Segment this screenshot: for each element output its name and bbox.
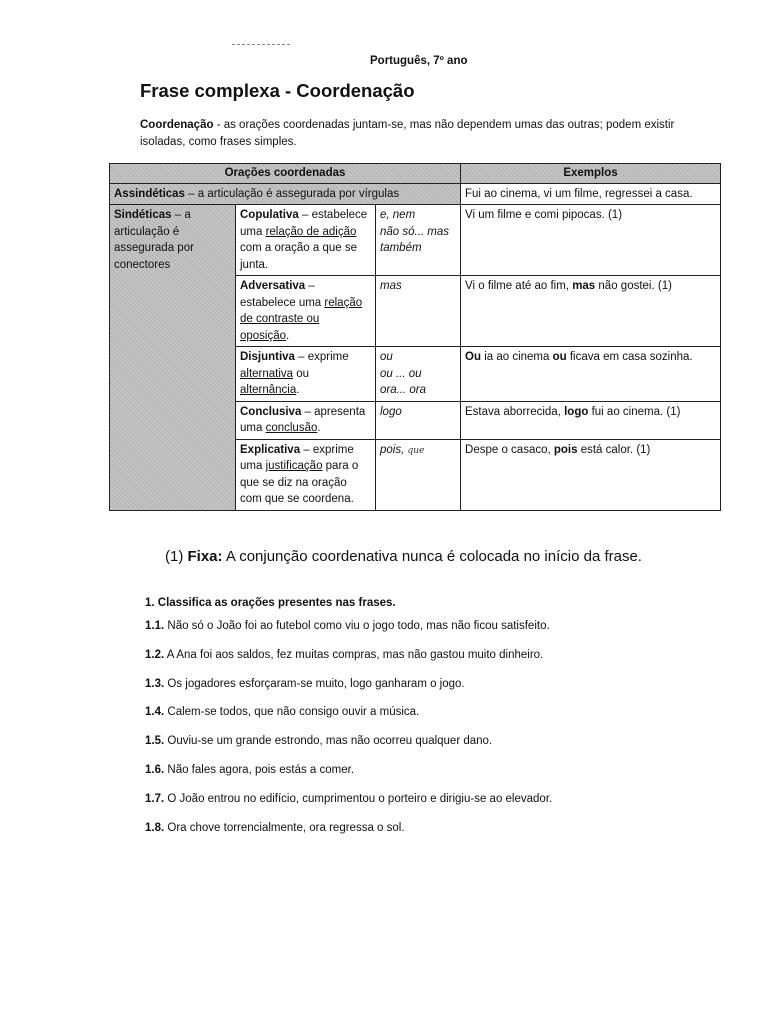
assindeticas-example: Fui ao cinema, vi um filme, regressei a casa. [461,183,721,205]
example-cell: Vi um filme e comi pipocas. (1) [461,205,721,276]
list-item [145,705,745,734]
sindeticas-term: Sindéticas [114,209,172,221]
assindeticas-term: Assindéticas [114,187,185,200]
example-cell [461,439,721,510]
example-text: ia ao cinema [481,351,553,363]
list-item [145,792,745,821]
page-title: Frase complexa - Coordenação [140,80,415,101]
connectors-text: pois, [380,443,405,456]
example-connector: pois [553,443,578,456]
type-desc-underlined: alternância [240,384,297,396]
item-number: 1.6. [145,763,165,776]
item-text: O João entrou no edifício, cumprimentou o porteiro e dirigiu-se ao elevador. [164,792,553,805]
example-connector: mas [572,280,596,292]
type-desc-underlined: relação de adição [265,225,357,238]
example-text: não gostei. (1) [595,280,672,292]
sindeticas-desc: – a articulação é assegurada por conectores [114,209,194,271]
item-number: 1.3. [145,677,165,690]
type-cell [236,205,376,276]
type-desc: . [296,384,300,396]
connectors-cell: mas [376,276,461,347]
table-row [110,205,721,276]
item-text: Calem-se todos, que não consigo ouvir a música. [164,706,420,719]
type-cell [236,276,376,347]
type-desc: – apresenta uma [240,405,366,434]
item-text: Não fales agora, pois estás a comer. [164,763,355,776]
type-desc-underlined: relação de contraste ou oposição [240,296,363,342]
type-desc: – exprime uma [240,443,354,472]
type-name: Copulativa [240,209,299,221]
intro-term: Coordenação [140,119,214,131]
coordination-table [109,163,721,511]
list-item [145,734,745,763]
example-connector: ou [552,351,567,363]
type-cell [236,347,376,402]
example-connector: logo [564,405,589,418]
list-item [145,619,745,648]
example-cell [461,401,721,439]
assindeticas-cell [110,183,461,205]
type-desc: – estabelece uma [240,209,368,238]
list-item [145,763,745,792]
type-name: Disjuntiva [240,351,295,363]
sindeticas-cell [110,205,236,511]
list-item [145,821,745,850]
connectors-cell [376,439,461,510]
type-desc: . [286,329,290,342]
type-desc: com a oração a que se junta. [240,242,357,271]
example-cell [461,276,721,347]
item-text: Ora chove torrencialmente, ora regressa o sol. [164,821,405,834]
type-desc-underlined: conclusão [265,422,318,434]
header-exemplos: Exemplos [461,164,721,184]
note-text: A conjunção coordenativa nunca é colocada no início da frase. [222,548,642,565]
example-text: Vi o filme até ao fim, [465,280,573,292]
assindeticas-desc: – a articulação é assegurada por vírgulas [184,187,400,200]
exercise-section [145,597,745,849]
item-text: Não só o João foi ao futebol como viu o jogo todo, mas não ficou satisfeito. [164,620,550,632]
connectors-cell: logo [376,401,461,439]
item-text: Os jogadores esforçaram-se muito, logo ganharam o jogo. [164,677,465,690]
header-oracoes: Orações coordenadas [110,164,461,184]
table-row-assindeticas [110,183,721,205]
type-desc-underlined: alternativa [240,367,294,380]
course-header: Português, 7º ano [370,55,468,67]
type-name: Conclusiva [240,405,302,418]
table-header-row [110,164,721,184]
item-number: 1.8. [145,821,165,834]
item-number: 1.5. [145,735,165,748]
type-name: Adversativa [240,280,306,292]
item-text: A Ana foi aos saldos, fez muitas compras, mas não gastou muito dinheiro. [164,648,544,661]
type-name: Explicativa [240,443,301,456]
connectors-cell: ou ou ... ou ora... ora [376,347,461,402]
example-text: está calor. (1) [577,443,651,456]
item-number: 1.1. [145,620,165,632]
intro-paragraph [140,117,720,151]
type-desc: . [317,422,321,434]
type-desc: – estabelece uma [240,280,325,309]
example-text: Estava aborrecida, [465,405,565,418]
list-item [145,648,745,677]
note-marker: (1) [165,548,188,565]
item-number: 1.7. [145,792,165,805]
example-cell [461,347,721,402]
type-cell [236,401,376,439]
item-number: 1.2. [145,648,165,661]
handwritten-connector: que [407,445,425,456]
connectors-cell: e, nem não só... mas também [376,205,461,276]
example-text: ficava em casa sozinha. [566,351,693,363]
note-label: Fixa: [187,548,223,565]
example-connector: Ou [465,351,481,363]
exercise-title: 1. Classifica as orações presentes nas frases. [145,597,396,609]
item-text: Ouviu-se um grande estrondo, mas não ocorreu qualquer dano. [164,735,493,748]
type-cell [236,439,376,510]
type-desc-underlined: justificação [265,460,323,472]
type-desc: ou [293,367,310,380]
type-desc: – exprime [294,351,349,363]
fixa-note [165,548,642,565]
intro-definition: - as orações coordenadas juntam-se, mas não dependem umas das outras; podem existir isoladas, como frases simples. [140,119,675,148]
example-text: Despe o casaco, [465,443,554,456]
example-text: fui ao cinema. (1) [588,405,681,418]
list-item [145,677,745,706]
item-number: 1.4. [145,706,165,719]
type-desc: para o que se diz na oração com que se coordena. [240,460,359,505]
pen-scribble [232,44,290,47]
